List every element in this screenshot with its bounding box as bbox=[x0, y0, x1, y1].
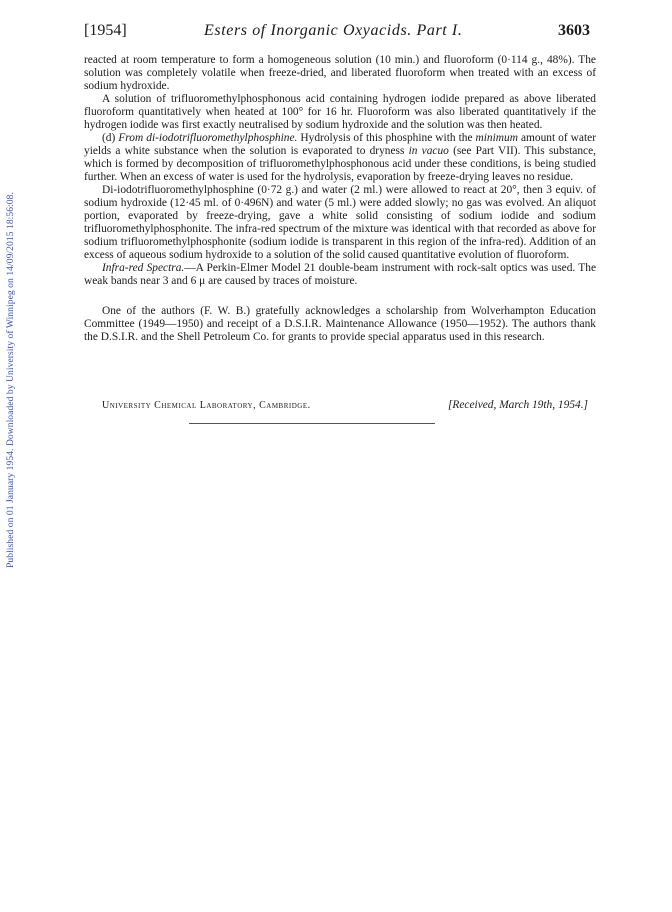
acknowledgement: One of the authors (F. W. B.) gratefully acknowledges a scholarship from Wolverhampton Education Committee (1949—1950) and receipt of a D.S.I.R. Maintenance Allowance (1950—1952). The authors thank the D.S.I.R. and the Shell Petroleum Co. for grants to provide special apparatus used in this research. bbox=[84, 305, 596, 343]
end-rule bbox=[189, 423, 435, 424]
infrared-text: —A Perkin-Elmer Model 21 double-beam instrument with rock-salt optics was used. The weak bands near 3 and 6 μ are caused by traces of moisture. bbox=[84, 262, 597, 287]
section-d-heading: From di-iodotrifluoromethylphosphine. bbox=[118, 132, 298, 144]
running-title: Esters of Inorganic Oxyacids. Part I. bbox=[204, 22, 463, 39]
watermark-text: Published on 01 January 1954. Downloaded by University of Winnipeg on 14/09/2015 18:56:08. bbox=[5, 192, 16, 568]
paragraph-trifluoromethylphosphonous: A solution of trifluoromethylphosphonous acid containing hydrogen iodide prepared as above liberated fluoroform quantitatively when heated at 100° for 16 hr. Fluoroform was also liberated quantitatively if the hydrogen iodide was first exactly neutralised by sodium hydroxide and the solution was then heated. bbox=[84, 93, 596, 131]
download-watermark bbox=[5, 148, 19, 568]
section-d-text-c: (see Part VII). This substance, which is formed by decomposition of trifluoromethylphosphonous acid under these conditions, is being studied further. When an excess of water is used for the hydrolysis, evaporation by freeze-drying leaves no residue. bbox=[84, 145, 596, 183]
paragraph-section-d bbox=[84, 132, 596, 184]
section-d-label: (d) bbox=[102, 132, 119, 144]
affiliation-address: University Chemical Laboratory, Cambridge. bbox=[102, 400, 311, 411]
section-d-text-b: amount of water yields a white substance when the solution is evaporated to dryness bbox=[84, 132, 596, 157]
running-header bbox=[84, 22, 590, 42]
received-date: [Received, March 19th, 1954.] bbox=[447, 399, 588, 411]
section-d-text-a: Hydrolysis of this phosphine with the bbox=[297, 132, 476, 144]
article-body bbox=[84, 54, 596, 344]
paragraph-continued: reacted at room temperature to form a homogeneous solution (10 min.) and fluoroform (0·114 g., 48%). The solution was completely volatile when freeze-dried, and liberated fluoroform when treated with an excess of sodium hydroxide. bbox=[84, 54, 596, 92]
journal-year: [1954] bbox=[84, 22, 127, 39]
in-vacuo-emphasis: in vacuo bbox=[408, 145, 449, 157]
paragraph-experiment: Di-iodotrifluoromethylphosphine (0·72 g.) and water (2 ml.) were allowed to react at 20°, then 3 equiv. of sodium hydroxide (12·45 ml. of 0·496N) and water (5 ml.) were added slowly; no gas was evolved. An aliquot portion, evaporated by freeze-drying, gave a white solid consisting of sodium iodide and sodium trifluoromethylphosphonite. The infra-red spectrum of the mixture was identical with that recorded as above for sodium trifluoromethylphosphonite (sodium iodide is transparent in this region of the infra-red). Addition of an excess of aqueous sodium hydroxide to a solution of the solid caused quantitative evolution of fluoroform. bbox=[84, 184, 596, 261]
infrared-heading: Infra-red Spectra. bbox=[102, 262, 185, 274]
minimum-emphasis: minimum bbox=[475, 132, 518, 144]
paragraph-infrared bbox=[84, 262, 596, 288]
page-number: 3603 bbox=[558, 22, 590, 39]
